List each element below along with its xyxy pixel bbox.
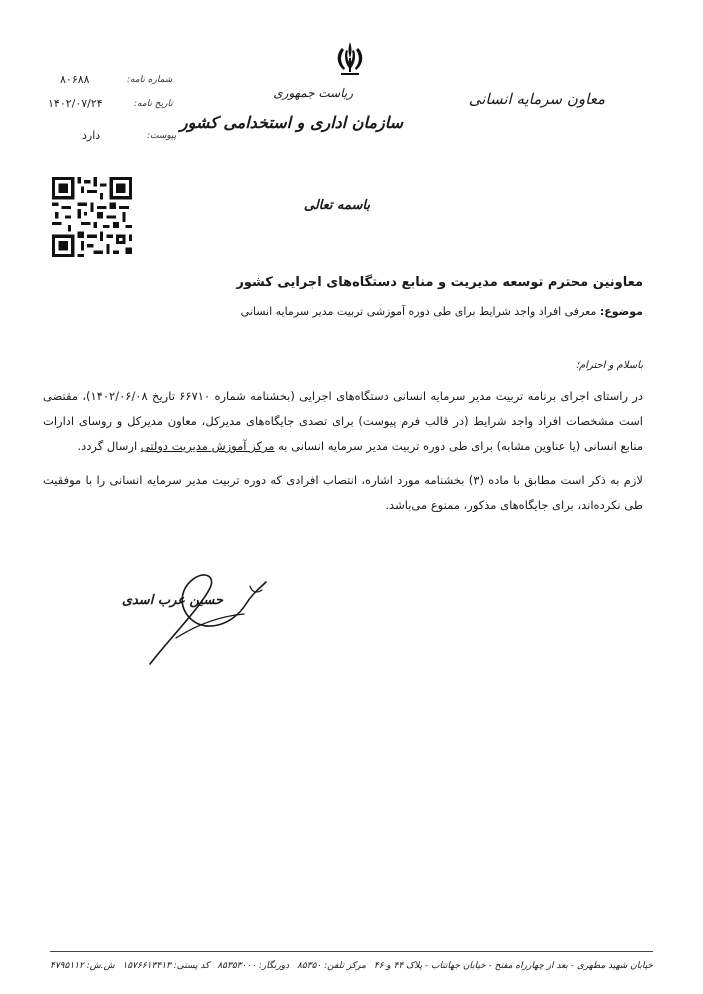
letter-date-label: تاریخ نامه: bbox=[134, 99, 173, 109]
attachment-label: پیوست: bbox=[147, 131, 177, 141]
signer-name: حسین عرب اسدی bbox=[121, 593, 223, 608]
footer bbox=[50, 961, 653, 971]
body-paragraph-1 bbox=[43, 384, 643, 459]
recipient: معاونین محترم توسعه مدیریت و منابع دستگاه‌های اجرایی کشور bbox=[236, 275, 643, 290]
deputy-title: معاون سرمایه انسانی bbox=[468, 90, 605, 108]
letter-date-value: ۱۴۰۲/۰۷/۲۴ bbox=[48, 97, 103, 110]
footer-pobox: ش.ش: ۴۷۹۵۱۱۲ bbox=[50, 961, 115, 971]
body-paragraph-1-part-a: در راستای اجرای برنامه تربیت مدیر سرمایه انسانی دستگاه‌های اجرایی (بخشنامه شماره ۶۶۷۱۰ تاریخ ۱۴۰۲/۰۶/۰۸)، مقتضی است مشخصات افراد واجد شرایط (در قالب فرم پیوست) برای تصدی جایگاه‌های مدیرکل، معاون مدیرکل و روسای ادارات منابع انسانی (یا عناوین مشابه) برای طی دوره تربیت مدیر سرمایه انسانی به bbox=[43, 389, 643, 453]
footer-fax: دورنگار: ۸۵۳۵۳۰۰۰ bbox=[217, 961, 290, 971]
qr-code-icon bbox=[52, 177, 132, 257]
body-paragraph-2: لازم به ذکر است مطابق با ماده (۳) بخشنامه مورد اشاره، انتصاب افرادی که دوره تربیت مدیر سرمایه انسانی را با موفقیت طی نکرده‌اند، برای جایگاه‌های مذکور، ممنوع می‌باشد. bbox=[43, 473, 643, 512]
iran-emblem-icon bbox=[330, 38, 370, 78]
footer-divider bbox=[50, 951, 653, 952]
letter-number-value: ۸۰۶۸۸ bbox=[60, 73, 90, 86]
presidency-title: ریاست جمهوری bbox=[273, 86, 353, 100]
letter-number-label: شماره نامه: bbox=[127, 75, 173, 85]
footer-phone: مرکز تلفن: ۸۵۳۵۰ bbox=[297, 961, 366, 971]
basmala: باسمه تعالی bbox=[303, 198, 370, 213]
training-center-name: مرکز آموزش مدیریت دولتی bbox=[140, 439, 275, 453]
attachment-value: دارد bbox=[82, 129, 101, 142]
subject-line bbox=[241, 305, 643, 318]
footer-address: خیابان شهید مطهری - بعد از چهارراه مفتح - خیابان جهانتاب - پلاک ۴۴ و ۴۶ bbox=[373, 961, 653, 971]
subject-text: معرفی افراد واجد شرایط برای طی دوره آموزشی تربیت مدیر سرمایه انسانی bbox=[240, 305, 597, 318]
greeting: باسلام و احترام؛ bbox=[575, 360, 643, 371]
footer-postal-code: کد پستی: ۱۵۷۶۶۱۳۴۱۳ bbox=[122, 961, 210, 971]
organization-title: سازمان اداری و استخدامی کشور bbox=[179, 113, 403, 132]
handwritten-signature bbox=[140, 568, 270, 668]
subject-label: موضوع: bbox=[599, 305, 643, 318]
body-paragraph-1-part-b: ارسال گردد. bbox=[77, 439, 138, 453]
